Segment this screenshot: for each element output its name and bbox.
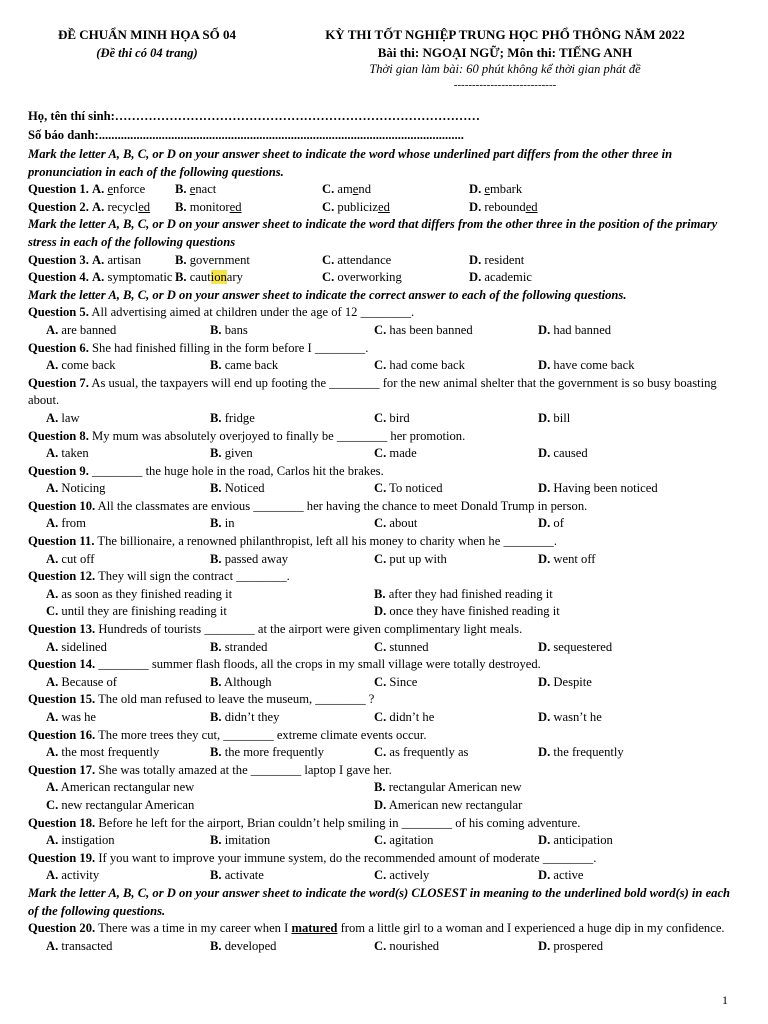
option-text: have come back	[553, 358, 635, 373]
option-letter: C.	[374, 446, 387, 461]
option-text: rectangular American new	[388, 780, 522, 795]
option-letter: B.	[210, 639, 222, 654]
question-stem: If you want to improve your immune system, do the recommended amount of moderate ________.	[95, 850, 597, 865]
option-letter: A.	[92, 252, 105, 267]
question-label: Question 7.	[28, 375, 89, 390]
question-stem: As usual, the taxpayers will end up footing the ________ for the new animal shelter that the government is so busy boasting about.	[28, 375, 717, 408]
question	[28, 656, 742, 691]
option-letter: B.	[175, 182, 187, 197]
option-text: rebound	[484, 199, 526, 214]
option-text: active	[553, 868, 584, 883]
option-text: overworking	[337, 270, 402, 285]
question-label: Question 6.	[28, 340, 89, 355]
option-letter: A.	[46, 868, 59, 883]
option-text: as soon as they finished reading it	[61, 586, 233, 601]
option-letter: C.	[374, 358, 387, 373]
underlined-part: e	[484, 182, 490, 197]
option-letter: A.	[46, 586, 59, 601]
question	[28, 498, 742, 533]
option-text: the frequently	[553, 745, 624, 760]
question-stem: The more trees they cut, ________ extreme climate events occur.	[95, 727, 427, 742]
option-letter: D.	[538, 322, 551, 337]
question-label: Question 11.	[28, 534, 95, 549]
question-label: Question 4.	[28, 270, 89, 285]
option-text: mbark	[490, 182, 523, 197]
option-text: stranded	[224, 639, 268, 654]
option-letter: D.	[538, 410, 551, 425]
option-letter: C.	[46, 604, 59, 619]
candidate-name-line: Họ, tên thí sinh:……………………………………………………………………………	[28, 109, 480, 123]
option-text: bird	[389, 410, 410, 425]
question-label: Question 17.	[28, 762, 96, 777]
option-text: Since	[389, 674, 418, 689]
option-letter: B.	[210, 516, 222, 531]
question-stem: The old man refused to leave the museum, ________ ?	[95, 692, 375, 707]
option-text: agitation	[389, 833, 434, 848]
option-text: put up with	[389, 551, 447, 566]
option-text: after they had finished reading it	[388, 586, 553, 601]
question-12	[28, 568, 742, 621]
option-letter: B.	[210, 868, 222, 883]
option-text: has been banned	[389, 322, 473, 337]
option-letter: B.	[210, 938, 222, 953]
underlined-part: ed	[229, 199, 242, 214]
option-text: monitor	[189, 199, 230, 214]
option-text: taken	[61, 446, 89, 461]
option-text: sidelined	[61, 639, 107, 654]
option-text: Noticing	[61, 481, 106, 496]
option-letter: D.	[469, 270, 482, 285]
option-text: nd	[358, 182, 371, 197]
question-label: Question 19.	[28, 850, 96, 865]
question-label: Question 2.	[28, 199, 89, 214]
option-text: transacted	[61, 938, 113, 953]
option-letter: A.	[92, 270, 105, 285]
option-letter: A.	[46, 358, 59, 373]
question-label: Question 18.	[28, 815, 96, 830]
option-letter: D.	[374, 604, 387, 619]
option-letter: B.	[175, 252, 187, 267]
question-stem: All the classmates are envious ________ her having the chance to meet Donald Trump in person.	[95, 498, 588, 513]
question-label: Question 12.	[28, 569, 96, 584]
option-letter: A.	[46, 938, 59, 953]
option-text: attendance	[337, 252, 392, 267]
option-letter: C.	[374, 551, 387, 566]
page-count-note: (Đề thi có 04 trang)	[96, 45, 198, 60]
instruction-stress: Mark the letter A, B, C, or D on your answer sheet to indicate the word that differs from the other three in the position of the primary stress in each of the following questions	[28, 217, 718, 249]
option-letter: D.	[374, 797, 387, 812]
question-label: Question 13.	[28, 622, 96, 637]
option-letter: A.	[46, 639, 59, 654]
option-letter: B.	[210, 410, 222, 425]
underlined-part: ed	[377, 199, 390, 214]
option-text: To noticed	[389, 481, 443, 496]
option-letter: A.	[46, 481, 59, 496]
option-letter: B.	[175, 270, 187, 285]
option-text: recycl	[107, 199, 139, 214]
option-text: American rectangular new	[60, 780, 195, 795]
underlined-part: ed	[138, 199, 151, 214]
option-letter: C.	[374, 710, 387, 724]
option-letter: C.	[374, 868, 387, 883]
option-letter: D.	[538, 938, 551, 953]
option-text: prospered	[553, 938, 604, 953]
question-block-18-19	[28, 815, 742, 885]
option-text: didn’t he	[389, 710, 435, 724]
candidate-id-line: Số báo danh:....................................................................................................................	[28, 128, 464, 142]
option-text: didn’t they	[224, 710, 280, 724]
question-stem: The billionaire, a renowned philanthropist, left all his money to charity when he ________.	[94, 534, 557, 549]
question	[28, 727, 742, 762]
question	[28, 533, 742, 568]
option-text: new rectangular American	[61, 797, 195, 812]
question	[28, 375, 742, 428]
option-text: government	[189, 252, 250, 267]
option-text: imitation	[224, 833, 271, 848]
target-word: matured	[291, 921, 338, 936]
question	[28, 340, 742, 375]
question	[28, 304, 742, 339]
underlined-part: ed	[525, 199, 538, 214]
option-letter: B.	[374, 586, 386, 601]
option-letter: D.	[469, 199, 482, 214]
option-letter: C.	[374, 833, 387, 848]
option-text: nourished	[389, 938, 440, 953]
option-text: wasn’t he	[553, 710, 602, 724]
option-letter: B.	[210, 745, 222, 760]
question-stem: She had finished filling in the form before I ________.	[88, 340, 369, 355]
option-letter: A.	[46, 833, 59, 848]
option-letter: D.	[538, 833, 551, 848]
option-letter: A.	[92, 182, 105, 197]
option-text: activate	[224, 868, 264, 883]
option-text: Because of	[61, 674, 118, 689]
question-label: Question 3.	[28, 252, 89, 267]
option-letter: A.	[46, 674, 59, 689]
option-letter: A.	[46, 322, 59, 337]
option-text: caused	[553, 446, 588, 461]
option-text: as frequently as	[389, 745, 469, 760]
question-label: Question 5.	[28, 305, 89, 320]
question-17	[28, 762, 742, 815]
question	[28, 691, 742, 726]
option-text: bans	[224, 322, 248, 337]
option-letter: C.	[374, 745, 387, 760]
exam-page	[28, 22, 742, 955]
option-letter: C.	[374, 481, 387, 496]
option-letter: C.	[46, 797, 59, 812]
header-rule: ----------------------------	[453, 78, 557, 91]
option-text: nact	[195, 182, 217, 197]
exam-time: Thời gian làm bài: 60 phút không kể thời gian phát đề	[369, 62, 641, 77]
option-letter: C.	[374, 938, 387, 953]
option-letter: A.	[46, 446, 59, 461]
question	[28, 621, 742, 656]
option-letter: C.	[374, 639, 387, 654]
option-text: until they are finishing reading it	[61, 604, 227, 619]
question-stem: There was a time in my career when I	[95, 921, 292, 936]
option-letter: A.	[92, 199, 105, 214]
option-letter: C.	[322, 252, 335, 267]
option-letter: D.	[538, 481, 551, 496]
option-letter: D.	[538, 710, 551, 724]
instruction-correct-answer: Mark the letter A, B, C, or D on your answer sheet to indicate the correct answer to each of the following questions.	[28, 287, 627, 302]
option-text: Although	[224, 674, 272, 689]
option-letter: D.	[538, 639, 551, 654]
option-text: caut	[189, 270, 211, 285]
option-text: sequestered	[553, 639, 613, 654]
option-letter: D.	[538, 674, 551, 689]
option-text: anticipation	[553, 833, 613, 848]
question-label: Question 10.	[28, 498, 96, 513]
question	[28, 463, 742, 498]
option-text: had banned	[553, 322, 612, 337]
question-20	[28, 920, 742, 955]
option-text: in	[224, 516, 235, 531]
option-letter: B.	[210, 674, 222, 689]
question-stem: My mum was absolutely overjoyed to finally be ________ her promotion.	[88, 428, 466, 443]
question-2	[28, 199, 742, 217]
question-label: Question 8.	[28, 428, 89, 443]
option-letter: C.	[322, 199, 335, 214]
option-letter: A.	[46, 551, 59, 566]
option-text: resident	[484, 252, 525, 267]
option-text: ary	[226, 270, 243, 285]
option-text: the more frequently	[224, 745, 325, 760]
highlighted-part: ion	[210, 270, 227, 285]
option-text: went off	[553, 551, 596, 566]
option-letter: A.	[46, 780, 59, 795]
option-text: American new rectangular	[388, 797, 523, 812]
option-letter: C.	[322, 182, 335, 197]
page-number: 1	[722, 993, 728, 1007]
question-stem: Before he left for the airport, Brian couldn’t help smiling in ________ of his coming adventure.	[95, 815, 581, 830]
option-text: was he	[61, 710, 97, 724]
option-text: stunned	[389, 639, 429, 654]
question-label: Question 15.	[28, 692, 96, 707]
option-letter: B.	[210, 322, 222, 337]
question-4	[28, 269, 742, 287]
option-text: nforce	[113, 182, 146, 197]
option-text: of	[553, 516, 564, 531]
exam-code-title: ĐỀ CHUẨN MINH HỌA SỐ 04	[57, 27, 237, 42]
option-letter: D.	[538, 745, 551, 760]
option-text: activity	[61, 868, 100, 883]
exam-subject: Bài thi: NGOẠI NGỮ; Môn thi: TIẾNG ANH	[377, 44, 633, 60]
question-stem: Hundreds of tourists ________ at the airport were given complimentary light meals.	[95, 622, 523, 637]
option-letter: A.	[46, 516, 59, 531]
option-text: came back	[224, 358, 279, 373]
option-letter: B.	[210, 710, 222, 724]
header-left	[42, 26, 252, 62]
option-letter: D.	[538, 868, 551, 883]
option-text: had come back	[389, 358, 465, 373]
option-text: made	[389, 446, 417, 461]
option-letter: D.	[538, 516, 551, 531]
option-text: actively	[389, 868, 430, 883]
option-letter: A.	[46, 710, 59, 724]
question-block-5-11	[28, 304, 742, 568]
underlined-part: e	[352, 182, 359, 197]
option-text: developed	[224, 938, 277, 953]
option-text: instigation	[61, 833, 115, 848]
option-text: bill	[553, 410, 571, 425]
question-block-13-16	[28, 621, 742, 762]
question-stem: All advertising aimed at children under the age of 12 ________.	[88, 305, 415, 320]
question	[28, 850, 742, 885]
question-stem: She was totally amazed at the ________ laptop I gave her.	[95, 762, 392, 777]
option-text: artisan	[107, 252, 142, 267]
option-text: passed away	[224, 551, 289, 566]
option-letter: D.	[538, 358, 551, 373]
option-letter: D.	[538, 446, 551, 461]
option-text: law	[61, 410, 80, 425]
instruction-pronunciation: Mark the letter A, B, C, or D on your answer sheet to indicate the word whose underlined part differs from the other three in pronunciation in each of the following questions.	[28, 147, 673, 179]
option-text: fridge	[224, 410, 255, 425]
option-text: am	[337, 182, 353, 197]
option-text: come back	[61, 358, 116, 373]
option-letter: B.	[175, 199, 187, 214]
exam-header	[28, 22, 742, 104]
option-text: are banned	[61, 322, 117, 337]
candidate-info	[28, 108, 742, 146]
option-letter: B.	[210, 551, 222, 566]
option-letter: A.	[46, 745, 59, 760]
option-letter: C.	[374, 674, 387, 689]
option-letter: D.	[469, 182, 482, 197]
instruction-closest-meaning: Mark the letter A, B, C, or D on your answer sheet to indicate the word(s) CLOSEST in meaning to the underlined bold word(s) in each of the following questions.	[28, 885, 731, 918]
question-label: Question 16.	[28, 727, 96, 742]
question-1	[28, 181, 742, 199]
option-text: from	[61, 516, 86, 531]
option-letter: B.	[374, 780, 386, 795]
option-letter: A.	[46, 410, 59, 425]
exam-title: KỲ THI TỐT NGHIỆP TRUNG HỌC PHỔ THÔNG NĂM 2022	[325, 27, 685, 42]
question-3	[28, 252, 742, 270]
option-text: the most frequently	[61, 745, 160, 760]
option-letter: B.	[210, 481, 222, 496]
option-text: publiciz	[337, 199, 378, 214]
option-text: Having been noticed	[553, 481, 658, 496]
question-label: Question 1.	[28, 182, 89, 197]
option-text: academic	[484, 270, 532, 285]
question-stem: from a little girl to a woman and I experienced a huge dip in my confidence.	[337, 921, 725, 936]
option-text: Despite	[553, 674, 592, 689]
option-letter: B.	[210, 358, 222, 373]
option-text: given	[224, 446, 253, 461]
option-letter: C.	[374, 410, 387, 425]
option-letter: D.	[538, 551, 551, 566]
option-text: once they have finished reading it	[389, 604, 560, 619]
question-stem: They will sign the contract ________.	[95, 569, 290, 584]
option-text: symptomatic	[107, 270, 173, 285]
question-stem: ________ the huge hole in the road, Carlos hit the brakes.	[88, 463, 384, 478]
option-text: Noticed	[224, 481, 265, 496]
question-stem: ________ summer flash floods, all the crops in my small village were totally destroyed.	[95, 657, 541, 672]
option-letter: C.	[374, 516, 387, 531]
header-right	[268, 26, 742, 91]
option-letter: B.	[210, 833, 222, 848]
option-letter: C.	[322, 270, 335, 285]
option-letter: D.	[469, 252, 482, 267]
underlined-part: e	[107, 182, 114, 197]
question	[28, 815, 742, 850]
question-label: Question 9.	[28, 463, 89, 478]
underlined-part: e	[189, 182, 196, 197]
option-letter: B.	[210, 446, 222, 461]
question-label: Question 20.	[28, 921, 96, 936]
option-text: cut off	[61, 551, 95, 566]
option-letter: C.	[374, 322, 387, 337]
option-text: about	[389, 516, 418, 531]
question-label: Question 14.	[28, 657, 96, 672]
question	[28, 428, 742, 463]
